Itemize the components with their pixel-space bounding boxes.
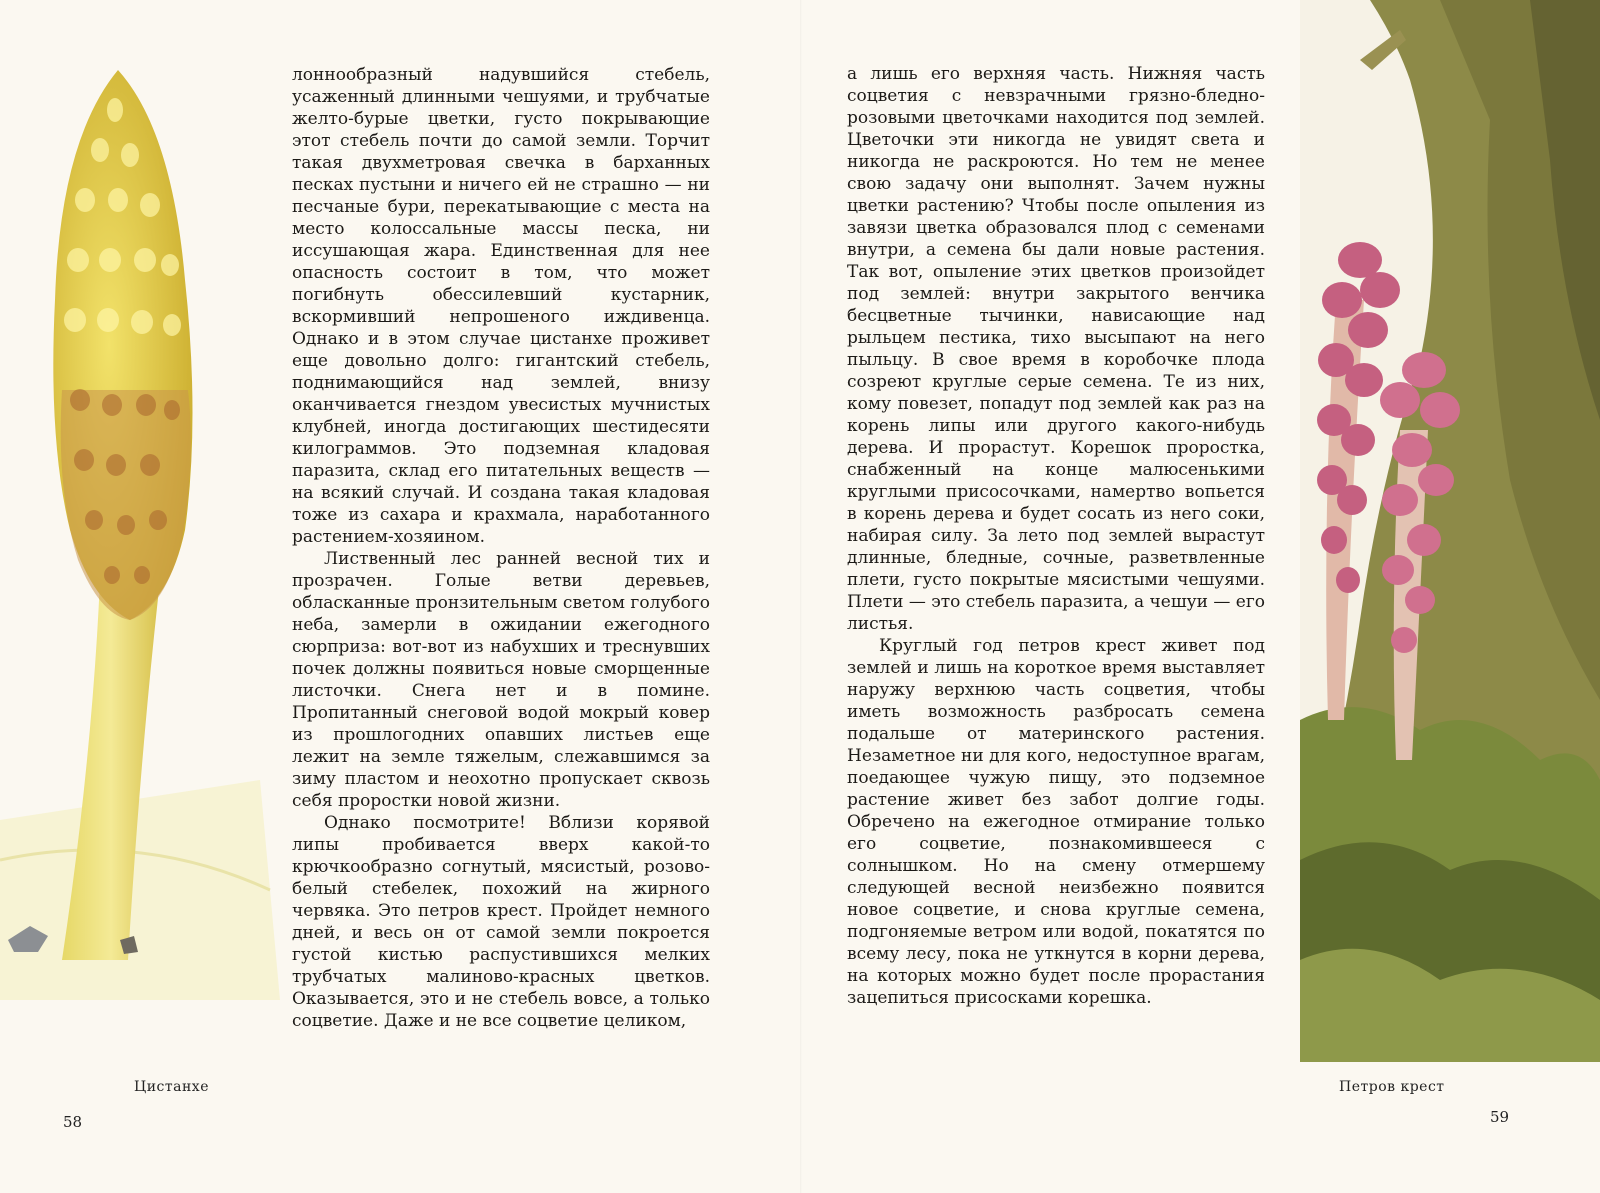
paragraph: а лишь его верхняя часть. Нижняя часть соцветия с невзрачными грязно-бледно-розовыми цветочками находится под землей. Цветочки эти никогда не увидят света и никогда не раскроются. Но тем не менее свою задачу они выполнят. Зачем нужны цветки растению? Чтобы после опыления из завязи цветка образовался плод с семенами внутри, а семена бы дали новые растения. Так вот, опыление этих цветков произойдет под землей: внутри закрытого венчика бесцветные тычинки, нависающие над рыльцем пестика, тихо высыпают на него пыльцу. В свое время в коробочке плода созреют круглые серые семена. Те из них, кому повезет, попадут под землей как раз на корень липы или другого какого-нибудь дерева. И прорастут. Корешок проростка, снабженный на конце малюсенькими круглыми присосочками, намертво вопьется в корень дерева и будет сосать из него соки, набирая силу. За лето под землей вырастут длинные, бледные, сочные, разветвленные плети, густо покрытые мясистыми чешуями. Плети — это стебель паразита, а чешуи — его листья. <box>847 64 1265 634</box>
cistanche-illustration <box>0 60 280 1000</box>
toothwort-illustration <box>1300 0 1600 1062</box>
figure-caption-cistanche: Цистанхе <box>134 1079 209 1095</box>
right-page-text <box>847 63 1265 1009</box>
page-number-left: 58 <box>63 1113 83 1131</box>
left-page-text <box>292 64 710 1032</box>
page-number-right: 59 <box>1490 1108 1510 1126</box>
figure-caption-toothwort: Петров крест <box>1339 1079 1445 1095</box>
paragraph: лоннообразный надувшийся стебель, усаженный длинными чешуями, и трубчатые желто-бурые цветки, густо покрывающие этот стебель почти до самой земли. Торчит такая двухметровая свечка в барханных песках пустыни и ничего ей не страшно — ни песчаные бури, перекатывающие с места на место колоссальные массы песка, ни иссушающая жара. Единственная для нее опасность состоит в том, что может погибнуть обессилевший кустарник, вскормивший непрошеного иждивенца. Однако и в этом случае цистанхе проживет еще довольно долго: гигантский стебель, поднимающийся над землей, внизу оканчивается гнездом увесистых мучнистых клубней, иногда достигающих шестидесяти килограммов. Это подземная кладовая паразита, склад его питательных веществ — на всякий случай. И создана такая кладовая тоже из сахара и крахмала, наработанного растением-хозяином. <box>292 65 710 547</box>
paragraph: Лиственный лес ранней весной тих и прозрачен. Голые ветви деревьев, обласканные пронзительным светом голубого неба, замерли в ожидании ежегодного сюрприза: вот-вот из набухших и треснувших почек должны появиться новые сморщенные листочки. Снега нет и в помине. Пропитанный снеговой водой мокрый ковер из прошлогодних опавших листьев еще лежит на земле тяжелым, слежавшимся за зиму пластом и неохотно пропускает сквозь себя проростки новой жизни. <box>292 549 710 811</box>
paragraph: Круглый год петров крест живет под землей и лишь на короткое время выставляет наружу верхнюю часть соцветия, чтобы иметь возможность разбросать семена подальше от материнского растения. Незаметное ни для кого, недоступное врагам, поедающее чужую пищу, это подземное растение живет без забот долгие годы. Обречено на ежегодное отмирание только его соцветие, познакомившееся с солнышком. Но на смену отмершему следующей весной неизбежно появится новое соцветие, и снова круглые семена, подгоняемые ветром или водой, покатятся по всему лесу, пока не уткнутся в корни дерева, на которых можно будет после прорастания зацепиться присосками корешка. <box>847 636 1265 1008</box>
spine-shadow <box>800 0 802 1193</box>
paragraph: Однако посмотрите! Вблизи корявой липы пробивается вверх какой-то крючкообразно согнутый, мясистый, розово-белый стебелек, похожий на жирного червяка. Это петров крест. Пройдет немного дней, и весь он от самой земли покроется густой кистью распустившихся мелких трубчатых малиново-красных цветков. Оказывается, это и не стебель вовсе, а только соцветие. Даже и не все соцветие целиком, <box>292 813 710 1031</box>
